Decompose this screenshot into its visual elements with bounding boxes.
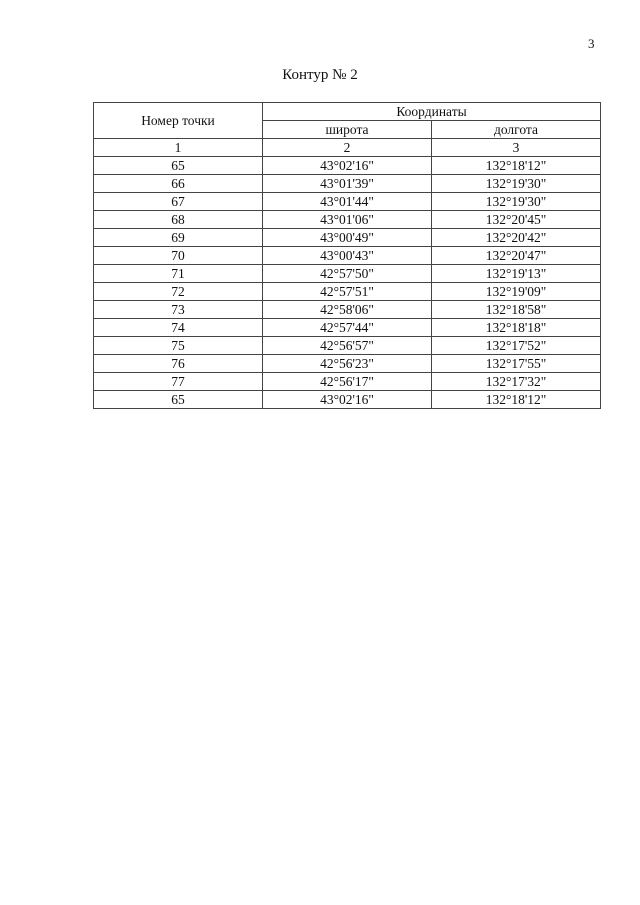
table-row	[94, 193, 601, 211]
table-row	[94, 319, 601, 337]
table-row	[94, 175, 601, 193]
latitude-cell: 42°57'51"	[263, 283, 432, 301]
table-row	[94, 229, 601, 247]
point-number-cell: 73	[94, 301, 263, 319]
header-row	[94, 103, 601, 121]
latitude-cell: 42°56'17"	[263, 373, 432, 391]
table-row	[94, 265, 601, 283]
longitude-cell: 132°17'55"	[432, 355, 601, 373]
column-number: 3	[432, 139, 601, 157]
longitude-cell: 132°19'30"	[432, 175, 601, 193]
longitude-cell: 132°19'30"	[432, 193, 601, 211]
point-number-cell: 69	[94, 229, 263, 247]
latitude-cell: 43°01'06"	[263, 211, 432, 229]
point-number-cell: 71	[94, 265, 263, 283]
table-row	[94, 391, 601, 409]
point-number-cell: 72	[94, 283, 263, 301]
longitude-cell: 132°18'12"	[432, 157, 601, 175]
longitude-cell: 132°19'13"	[432, 265, 601, 283]
column-number: 2	[263, 139, 432, 157]
table-row	[94, 247, 601, 265]
latitude-cell: 42°57'44"	[263, 319, 432, 337]
column-number: 1	[94, 139, 263, 157]
table-row	[94, 373, 601, 391]
latitude-cell: 42°56'57"	[263, 337, 432, 355]
longitude-cell: 132°20'47"	[432, 247, 601, 265]
column-number-row	[94, 139, 601, 157]
longitude-cell: 132°19'09"	[432, 283, 601, 301]
longitude-cell: 132°18'58"	[432, 301, 601, 319]
longitude-cell: 132°17'32"	[432, 373, 601, 391]
longitude-cell: 132°18'18"	[432, 319, 601, 337]
header-point-number: Номер точки	[94, 103, 263, 139]
latitude-cell: 43°00'49"	[263, 229, 432, 247]
table-row	[94, 301, 601, 319]
longitude-cell: 132°17'52"	[432, 337, 601, 355]
header-coordinates: Координаты	[263, 103, 601, 121]
point-number-cell: 70	[94, 247, 263, 265]
latitude-cell: 43°00'43"	[263, 247, 432, 265]
point-number-cell: 76	[94, 355, 263, 373]
point-number-cell: 68	[94, 211, 263, 229]
latitude-cell: 42°57'50"	[263, 265, 432, 283]
latitude-cell: 43°02'16"	[263, 391, 432, 409]
point-number-cell: 65	[94, 391, 263, 409]
latitude-cell: 42°56'23"	[263, 355, 432, 373]
coordinates-table	[93, 102, 601, 409]
point-number-cell: 75	[94, 337, 263, 355]
table-row	[94, 355, 601, 373]
latitude-cell: 43°01'44"	[263, 193, 432, 211]
longitude-cell: 132°20'42"	[432, 229, 601, 247]
point-number-cell: 66	[94, 175, 263, 193]
point-number-cell: 74	[94, 319, 263, 337]
point-number-cell: 65	[94, 157, 263, 175]
document-title: Контур № 2	[282, 67, 358, 83]
latitude-cell: 43°01'39"	[263, 175, 432, 193]
point-number-cell: 67	[94, 193, 263, 211]
point-number-cell: 77	[94, 373, 263, 391]
latitude-cell: 43°02'16"	[263, 157, 432, 175]
longitude-cell: 132°20'45"	[432, 211, 601, 229]
longitude-cell: 132°18'12"	[432, 391, 601, 409]
table-row	[94, 157, 601, 175]
header-longitude: долгота	[432, 121, 601, 139]
table-row	[94, 211, 601, 229]
table-row	[94, 283, 601, 301]
page-number: 3	[588, 36, 595, 51]
latitude-cell: 42°58'06"	[263, 301, 432, 319]
table-row	[94, 337, 601, 355]
header-latitude: широта	[263, 121, 432, 139]
